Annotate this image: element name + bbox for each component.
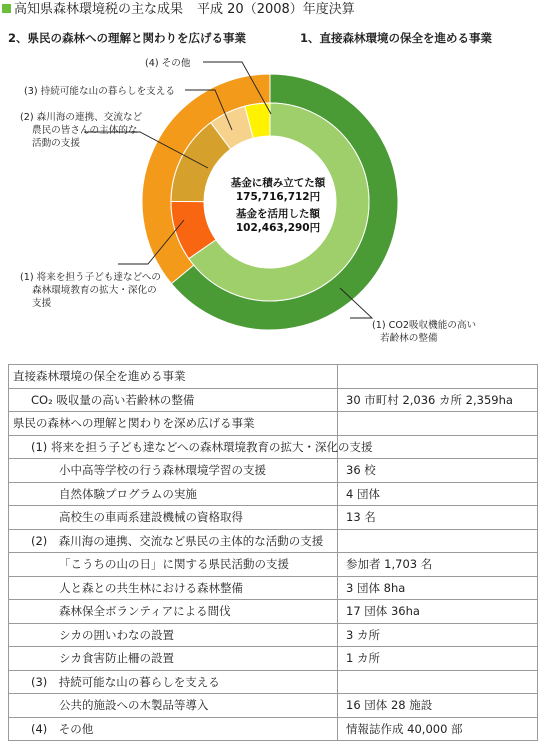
table-row <box>9 412 538 436</box>
table-row <box>9 600 538 624</box>
table-row <box>9 482 538 506</box>
label-co2-line1: (1) CO2吸収機能の高い <box>372 320 477 331</box>
table-cell-item: 小中高等学校の行う森林環境学習の支援 <box>9 459 338 483</box>
table-row <box>9 576 538 600</box>
center-line3: 基金を活用した額 <box>236 208 320 220</box>
table-cell-value: 参加者 1,703 名 <box>338 553 538 577</box>
table-row <box>9 623 538 647</box>
table-row <box>9 388 538 412</box>
table-row <box>9 529 538 553</box>
title-main: 高知県森林環境税の主な成果 <box>14 2 184 17</box>
table-cell-value: 情報誌作成 40,000 部 <box>338 717 538 741</box>
table-row <box>9 506 538 530</box>
table-cell-item: 高校生の車両系建設機械の資格取得 <box>9 506 338 530</box>
table-cell-item: (2) 森川海の連携、交流など県民の主体的な活動の支援 <box>9 529 338 553</box>
table-cell-item: (1) 将来を担う子ども達などへの森林環境教育の拡大・深化の支援 <box>9 435 338 459</box>
table-cell-item: 県民の森林への理解と関わりを深め広げる事業 <box>9 412 338 436</box>
label-education-line3: 支援 <box>32 298 52 309</box>
table-cell-value: 36 校 <box>338 459 538 483</box>
label-satoyama-line2: 農民の皆さんの主体的な <box>32 125 138 136</box>
table-cell-item: 「こうちの山の日」に関する県民活動の支援 <box>9 553 338 577</box>
table-row <box>9 459 538 483</box>
table-cell-value <box>338 365 538 389</box>
label-satoyama-line3: 活動の支援 <box>32 138 80 149</box>
table-row <box>9 365 538 389</box>
results-table <box>8 364 538 741</box>
table-cell-item: (4) その他 <box>9 717 338 741</box>
table-row <box>9 717 538 741</box>
label-education-line2: 森林環境教育の拡大・深化の <box>32 285 157 296</box>
table-cell-value: 3 カ所 <box>338 623 538 647</box>
table-cell-item: (3) 持続可能な山の暮らしを支える <box>9 670 338 694</box>
table-cell-value: 30 市町村 2,036 カ所 2,359ha <box>338 388 538 412</box>
label-other: (4) その他 <box>145 58 191 69</box>
label-satoyama-line1: (2) 森川海の連携、交流など <box>20 112 143 123</box>
table-cell-item: 森林保全ボランティアによる間伐 <box>9 600 338 624</box>
table-cell-item: 自然体験プログラムの実施 <box>9 482 338 506</box>
title-subtitle: 平成 20（2008）年度決算 <box>197 2 355 17</box>
table-cell-value <box>338 529 538 553</box>
table-cell-value: 3 団体 8ha <box>338 576 538 600</box>
label-co2-line2: 若齢林の整備 <box>380 333 438 344</box>
table-row <box>9 435 538 459</box>
legend-orange: 2、県民の森林への理解と関わりを広げる事業 <box>8 31 246 45</box>
table-cell-item: CO₂ 吸収量の高い若齢林の整備 <box>9 388 338 412</box>
donut-chart <box>0 50 542 360</box>
table-cell-value: 13 名 <box>338 506 538 530</box>
table-cell-item: シカ食害防止柵の設置 <box>9 647 338 671</box>
table-row <box>9 647 538 671</box>
table-cell-item: 人と森との共生林における森林整備 <box>9 576 338 600</box>
chart-title <box>2 2 355 18</box>
center-line2: 175,716,712円 <box>235 191 321 203</box>
table-row <box>9 670 538 694</box>
center-line1: 基金に積み立てた額 <box>230 177 326 189</box>
table-cell-value: 4 団体 <box>338 482 538 506</box>
results-table-body <box>9 365 538 741</box>
table-cell-item: 直接森林環境の保全を進める事業 <box>9 365 338 389</box>
table-cell-value: 17 団体 36ha <box>338 600 538 624</box>
label-education-line1: (1) 将来を担う子ども達などへの <box>20 272 161 283</box>
table-cell-value <box>338 670 538 694</box>
legend-green: 1、直接森林環境の保全を進める事業 <box>300 31 492 45</box>
table-row <box>9 553 538 577</box>
table-cell-item: シカの囲いわなの設置 <box>9 623 338 647</box>
table-cell-value <box>338 412 538 436</box>
table-cell-value: 1 カ所 <box>338 647 538 671</box>
table-cell-item: 公共的施設への木製品等導入 <box>9 694 338 718</box>
label-mountain: (3) 持続可能な山の暮らしを支える <box>24 86 175 97</box>
table-row <box>9 694 538 718</box>
center-line4: 102,463,290円 <box>235 222 321 234</box>
title-square-icon <box>2 4 11 13</box>
table-cell-value: 16 団体 28 施設 <box>338 694 538 718</box>
